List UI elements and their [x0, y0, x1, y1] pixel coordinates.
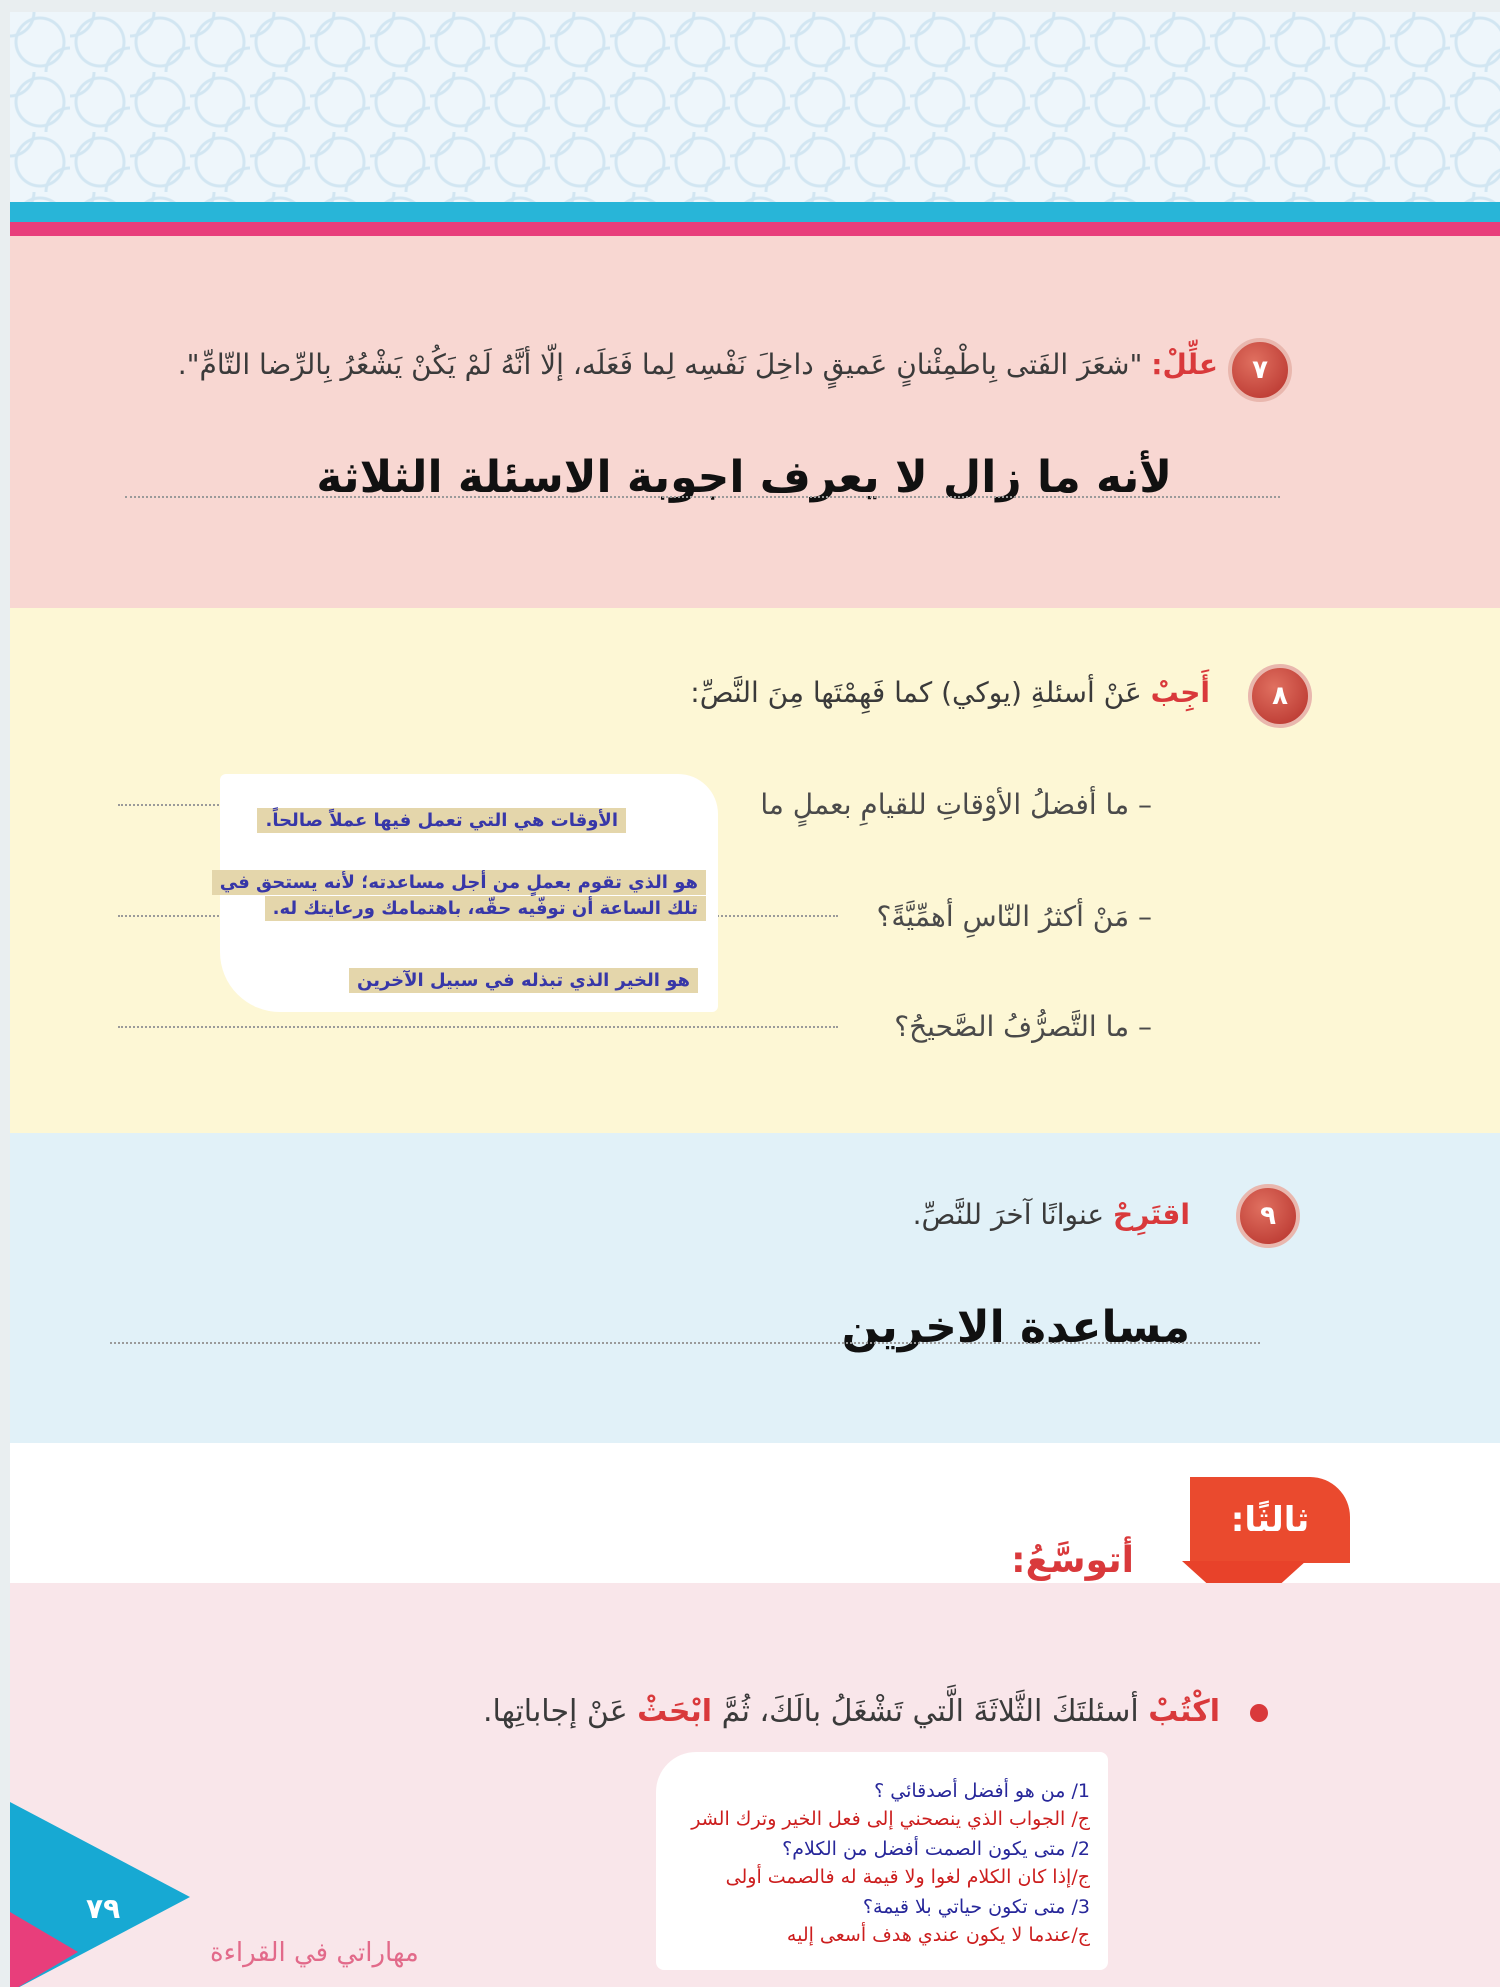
header-pattern	[10, 12, 1500, 202]
question-8-prompt	[690, 676, 1210, 709]
header-stripe-blue	[10, 202, 1500, 222]
question-10-prompt	[483, 1694, 1220, 1729]
question-8-answer-2a: هو الذي تقوم بعملٍ من أجل مساعدته؛ لأنه يستحق في	[212, 870, 706, 895]
question-7-keyword: علِّلْ:	[1151, 348, 1218, 381]
question-9-section	[10, 1133, 1500, 1443]
question-8-line-3	[118, 1026, 838, 1028]
book-title: مهاراتي في القراءة	[210, 1938, 419, 1968]
question-10-text-1: أسئلتَكَ الثَّلاثَةَ الَّتي تَشْغَلُ بالَكَ، ثُمَّ	[721, 1694, 1139, 1729]
question-7-answer-line	[125, 496, 1280, 498]
question-9-answer[interactable]: مساعدة الاخرين	[841, 1302, 1190, 1353]
question-9-keyword: اقتَرِحْ	[1113, 1198, 1190, 1231]
question-8-answer-3: هو الخير الذي تبذله في سبيل الآخرين	[349, 968, 698, 993]
bullet-icon	[1250, 1704, 1268, 1722]
question-8-keyword: أَجِبْ	[1150, 676, 1210, 709]
question-8-answer-card	[220, 774, 718, 1012]
question-7-text: "شعَرَ الفَتى بِاطْمِئْنانٍ عَميقٍ داخِلَ نَفْسِه لِما فَعَلَه، إلّا أنَّهُ لَمْ يَكُنْ يَشْعُرُ بِالرِّضا التّامِّ".	[177, 348, 1143, 381]
question-10-keyword-2: ابْحَثْ	[637, 1694, 713, 1729]
question-9-badge: ٩	[1236, 1184, 1300, 1248]
question-8-badge: ٨	[1248, 664, 1312, 728]
footer-triangle-pink	[10, 1912, 78, 1987]
question-7-section	[10, 236, 1500, 608]
question-7-prompt	[178, 348, 1218, 381]
question-10-line-3: 2/ متى يكون الصمت أفضل من الكلام؟	[782, 1838, 1090, 1860]
question-8-sub-3: – ما التَّصرُّفُ الصَّحيحُ؟	[894, 1010, 1152, 1043]
question-8-sub-1: – ما أفضلُ الأوْقاتِ للقيامِ بعملٍ ما	[760, 788, 1152, 821]
question-8-text: عَنْ أسئلةِ (يوكي) كما فَهِمْتَها مِنَ النَّصِّ:	[690, 676, 1142, 709]
question-8-answer-1: الأوقات هي التي تعمل فيها عملاً صالحاً.	[257, 808, 626, 833]
section-3-ribbon: ثالثًا:	[1190, 1477, 1350, 1563]
question-9-text: عنوانًا آخرَ للنَّصِّ.	[912, 1198, 1105, 1231]
question-10-text-2: عَنْ إجاباتِها.	[482, 1694, 628, 1729]
question-10-keyword-1: اكْتُبْ	[1148, 1694, 1220, 1729]
page-number: ٧٩	[86, 1892, 121, 1925]
question-10-answer-card	[656, 1752, 1108, 1970]
header-stripe-pink	[10, 222, 1500, 236]
question-9-answer-line	[110, 1342, 1260, 1344]
question-10-line-1: 1/ من هو أفضل أصدقائي ؟	[874, 1780, 1090, 1802]
worksheet-page	[10, 12, 1500, 1987]
question-10-line-4: ج/إذا كان الكلام لغوا ولا قيمة له فالصمت أولى	[725, 1866, 1090, 1888]
question-10-line-5: 3/ متى تكون حياتي بلا قيمة؟	[862, 1896, 1090, 1918]
question-7-badge: ٧	[1228, 338, 1292, 402]
question-7-answer[interactable]: لأنه ما زال لا يعرف اجوبة الاسئلة الثلاثة	[316, 452, 1172, 503]
question-10-line-2: ج/ الجواب الذي ينصحني إلى فعل الخير وترك الشر	[691, 1808, 1090, 1830]
question-9-prompt	[913, 1198, 1190, 1231]
question-10-line-6: ج/عندما لا يكون عندي هدف أسعى إليه	[786, 1924, 1090, 1946]
question-8-sub-2: – مَنْ أكثرُ النّاسِ أهمِّيَّةً؟	[876, 900, 1152, 933]
question-8-answer-2b: تلك الساعة أن توفّيه حقّه، باهتمامك ورعايتك له.	[265, 896, 706, 921]
section-3-title: أتوسَّعُ:	[1011, 1540, 1134, 1581]
